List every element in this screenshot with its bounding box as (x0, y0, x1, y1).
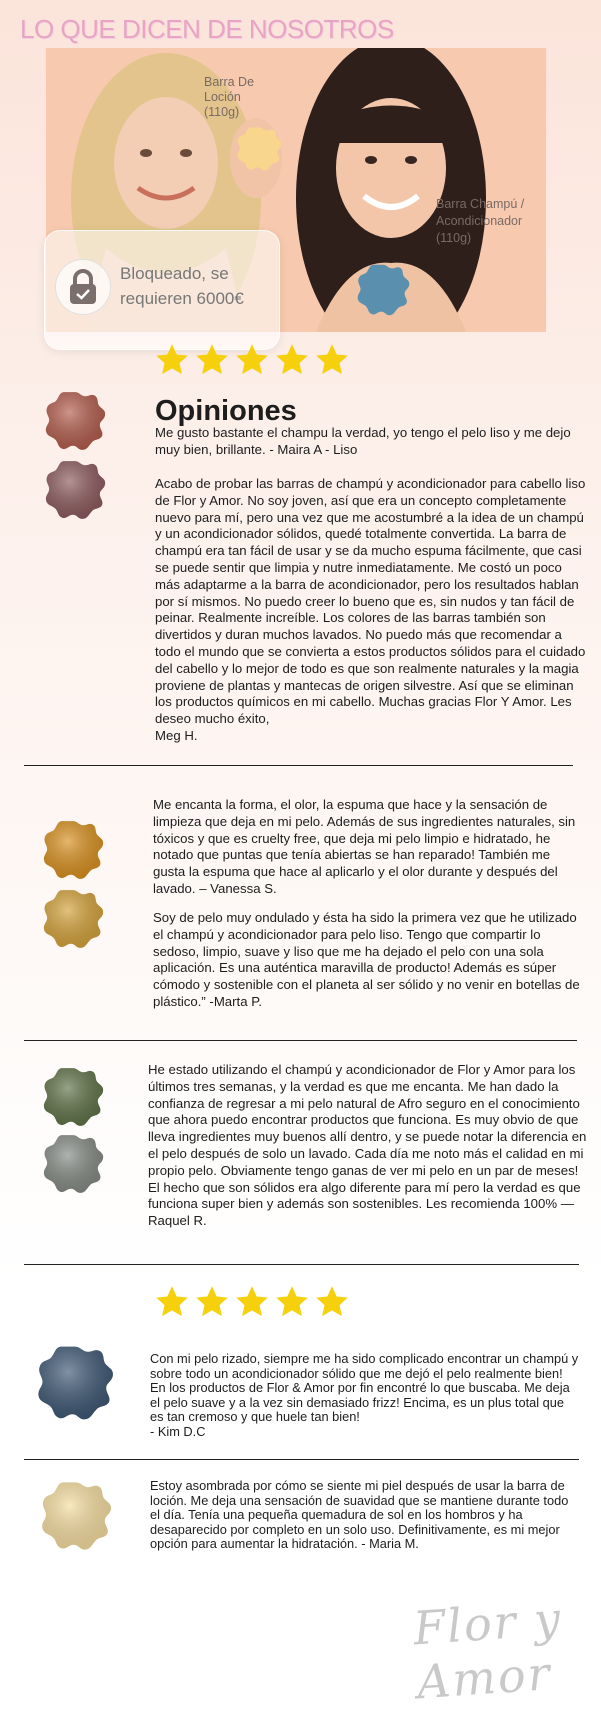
soap-bar-cream-icon (40, 1480, 112, 1552)
review-text (153, 910, 585, 1011)
review-text (150, 1479, 580, 1552)
star-icon (314, 1284, 350, 1320)
star-icon (194, 342, 230, 378)
lock-icon (56, 260, 110, 314)
review-kim: Con mi pelo rizado, siempre me ha sido complicado encontrar un champú y sobre todo un acondicionador sólido que me dejó el pelo realmente bien! En los productos de Flor & Amor por fin encontré lo que buscaba. Me deja el pelo suave y a la vez sin demasiado frizz! Encima, es un plus total que es tan cremoso y que huele tan bien! (150, 1351, 579, 1425)
divider (24, 1264, 579, 1265)
star-icon (234, 342, 270, 378)
soap-bar-gray-icon (42, 1133, 104, 1195)
review-text (155, 425, 585, 459)
review-meg: Acabo de probar las barras de champú y acondicionador para cabello liso de Flor y Amor. No soy joven, así que era un concepto completamente nuevo para mí, pero una vez que me acostumbré a la idea de un champú y un acondicionador sólidos, quedé totalmente convertida. La barra de champú era tan fácil de usar y se da mucho espuma fácilmente, que casi se puede sentir que limpia y nutre inmediatamente. Me costó un poco más adaptarme a la barra de acondicionador, pero los resultados hablan por sí mismos. No puedo creer lo bueno que es, sin nudos y tan fácil de peinar. Realmente increíble. Los colores de las barras también son divertidos y duran muchos lavados. No puedo más que recomendar a todo el mundo que se convierta a estos productos sólidos para el cuidado del cabello y lo mejor de todo es que son realmente naturales y la magia proviene de plantas y mantecas de origen silvestre. Así que se eliminan los productos químicos en mi cabello. Muchas gracias Flor Y Amor. Les deseo mucho éxito, (155, 476, 586, 727)
soap-bar-orange-icon (42, 819, 104, 881)
rating-stars (154, 342, 350, 378)
star-icon (314, 342, 350, 378)
star-icon (234, 1284, 270, 1320)
review-author: - Kim D.C (150, 1423, 206, 1439)
review-text (148, 1062, 590, 1230)
divider (24, 765, 573, 766)
star-icon (154, 1284, 190, 1320)
review-raquel: He estado utilizando el champú y acondicionador de Flor y Amor para los últimos tres semanas, y la verdad es que me encanta. Me han dado la confianza de regresar a mi pelo natural de Afro seguro en el conocimiento que ahora puedo encontrar productos que funciona. Es muy obvio de que lleva ingredientes muy buenos allí dentro, y se puede notar la diferencia en el pelo después de solo un lavado. Cada día me noto más el calidad en mi propio pelo. Obviamente tengo ganas de ver mi pelo en un par de meses! El hecho que son sólidos era algo diferente para mí pero la verdad es que funciona super bien y además son sostenibles. Les recomienda 100% — Raquel R. (148, 1062, 587, 1229)
star-icon (154, 342, 190, 378)
soap-bar-blue-icon (36, 1344, 114, 1422)
review-text (150, 1352, 580, 1440)
review-text (155, 476, 587, 745)
review-maria: Estoy asombrada por cómo se siente mi piel después de usar la barra de loción. Me deja una sensación de suavidad que se mantiene durante todo el día. Tenía una pequeña quemadura de sol en los hombros y ha desaparecido por completo en un solo uso. Definitivamente, es mi mejor opción para aumentar la hidratación. - Maria M. (150, 1478, 569, 1552)
soap-bar-red-icon (44, 390, 106, 452)
soap-bar-mauve-icon (44, 459, 106, 521)
locked-content-card[interactable] (44, 230, 280, 350)
shampoo-bar-label: Barra Champú / Acondicionador (110g) (436, 197, 525, 245)
brand-signature-logo: Flor y Amor (411, 1591, 564, 1710)
star-icon (274, 342, 310, 378)
lotion-bar-label: Barra De Loción (110g) (204, 75, 255, 119)
review-marta: Soy de pelo muy ondulado y ésta ha sido la primera vez que he utilizado el champú y acondicionador para pelo liso. Tengo que compartir lo sedoso, limpio, suave y liso que me ha dejado el pelo con una sola aplicación. Es una auténtica maravilla de producto! Además es súper cómodo y sostenible con el planeta al ser sólido y no venir en botellas de plástico.” -Marta P. (153, 910, 580, 1009)
rating-stars (154, 1284, 350, 1320)
page-heading: LO QUE DICEN DE NOSOTROS (20, 14, 394, 44)
review-author: Meg H. (155, 727, 198, 743)
divider (24, 1040, 577, 1041)
section-title: Opiniones (155, 395, 297, 427)
divider (24, 1459, 579, 1460)
review-maira: Me gusto bastante el champu la verdad, yo tengo el pelo liso y me dejo muy bien, brillante. - Maira A - Liso (155, 425, 571, 457)
review-text (153, 797, 585, 898)
review-vanessa: Me encanta la forma, el olor, la espuma que hace y la sensación de limpieza que deja en mi pelo. Además de sus ingredientes naturales, sin tóxicos y que es cruelty free, que deja mi pelo limpio e hidratado, he notado que puntas que tenía abiertas se han reparado! También me gusta la espuma que hace al aplicarlo y el olor durante y después del lavado. – Vanessa S. (153, 797, 576, 896)
lock-message: Bloqueado, se requieren 6000€ (120, 264, 244, 308)
soap-bar-mustard-icon (42, 888, 104, 950)
star-icon (274, 1284, 310, 1320)
star-icon (194, 1284, 230, 1320)
lock-icon-container (55, 259, 111, 315)
soap-bar-olive-icon (42, 1066, 104, 1128)
